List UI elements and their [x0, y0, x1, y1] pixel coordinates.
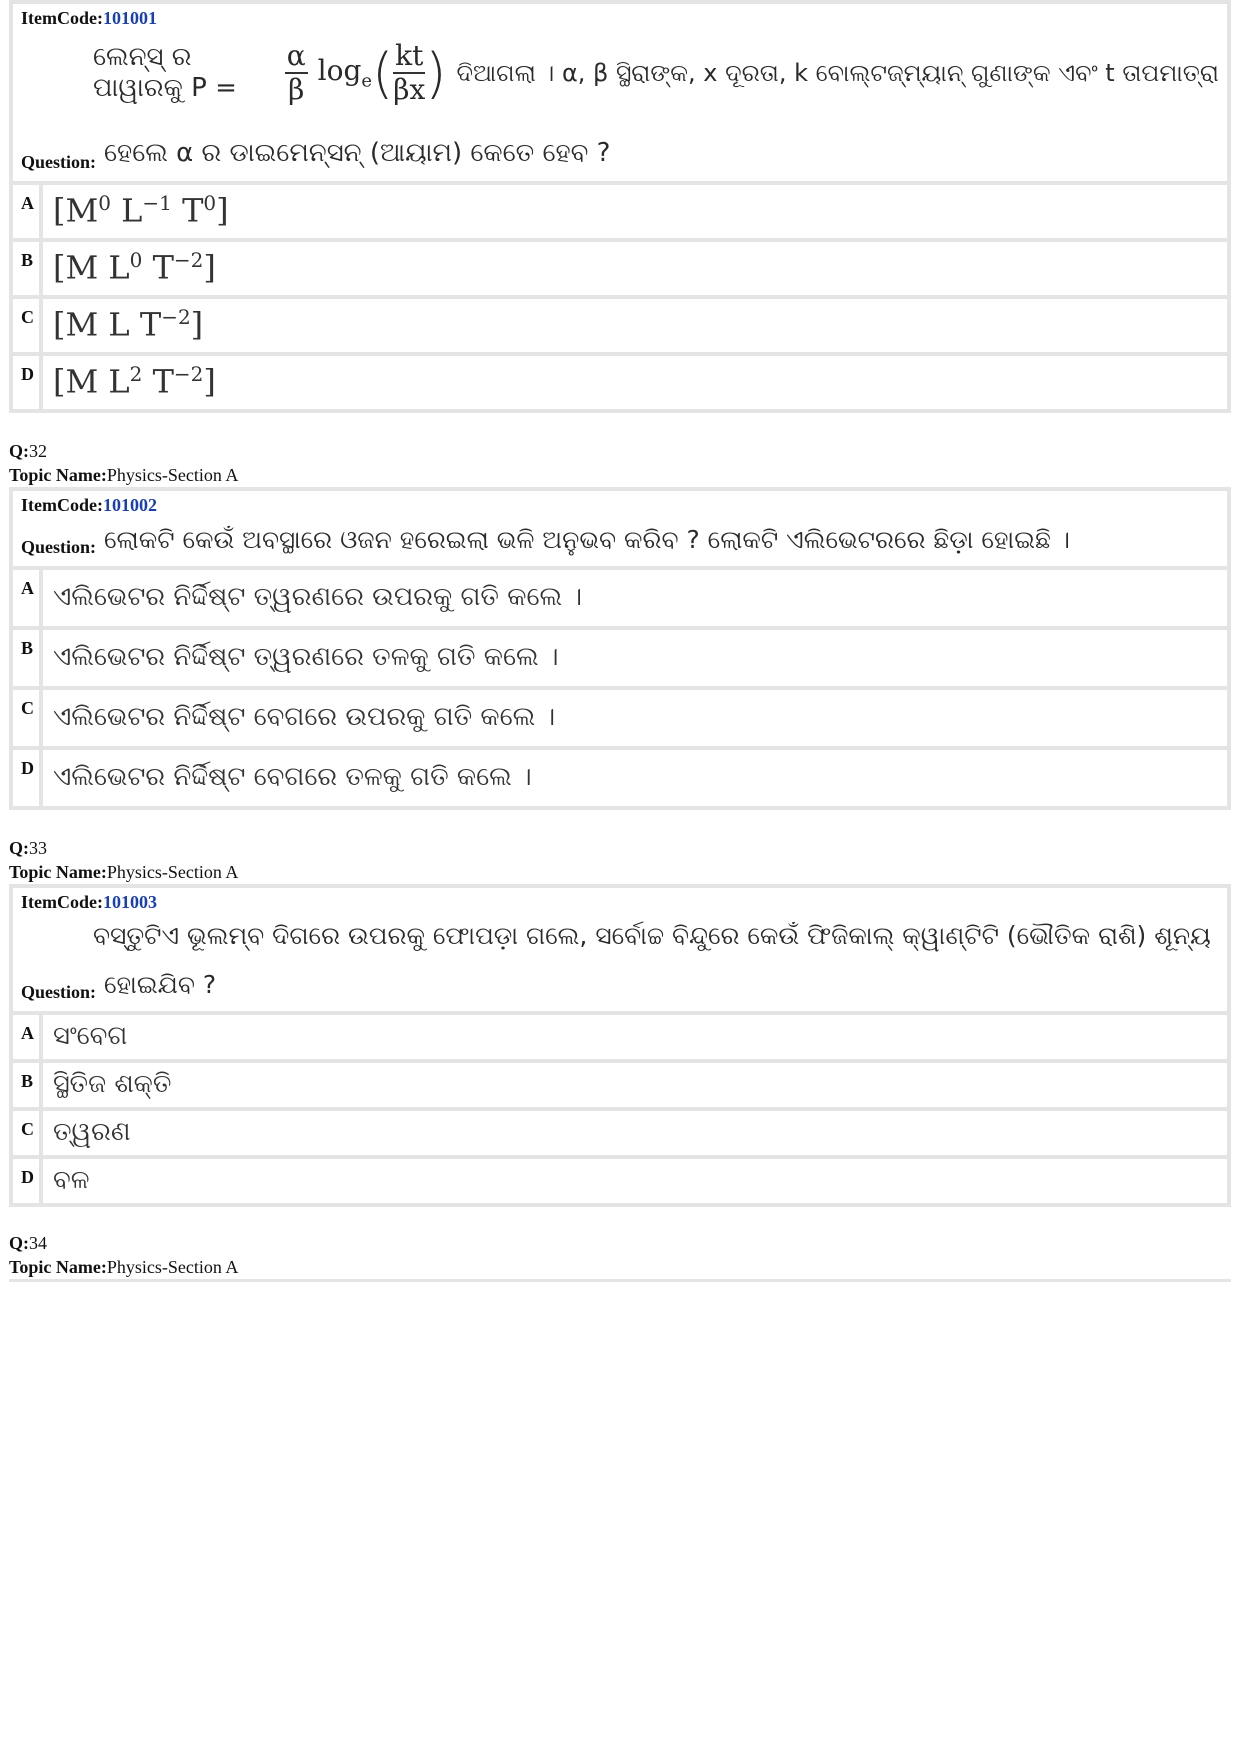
fraction-numerator: α — [286, 39, 306, 72]
exponent: −2 — [173, 362, 204, 386]
exponent: 0 — [98, 191, 111, 215]
options-list — [13, 181, 1227, 409]
exponent: 0 — [203, 191, 217, 215]
item-code-label: ItemCode: — [21, 892, 103, 912]
question-row — [13, 959, 1227, 1011]
formula-part: ] — [203, 362, 216, 401]
q-label: Q: — [9, 1233, 29, 1253]
exponent: −2 — [173, 248, 204, 272]
fraction-numerator: kt — [395, 39, 424, 72]
option-letter: D — [13, 1159, 43, 1203]
question-header-32 — [9, 439, 1231, 487]
item-code-label: ItemCode: — [21, 8, 103, 28]
option-row — [13, 686, 1227, 746]
option-text — [43, 185, 239, 238]
option-text: ବଳ — [53, 1165, 90, 1195]
option-row — [13, 238, 1227, 295]
topic-line — [9, 1255, 1231, 1279]
option-text — [43, 299, 213, 352]
log-base: e — [361, 70, 373, 92]
question-number — [9, 439, 1231, 463]
option-letter: B — [13, 1063, 43, 1107]
formula-base: [M L — [53, 362, 130, 401]
formula-part: T — [142, 362, 174, 401]
question-label: Question: — [21, 537, 97, 557]
formula-base: [M L T — [53, 305, 162, 344]
question-text-before: ଲେନ୍ସ୍ ର ପାୱାରକୁ P = — [93, 42, 237, 103]
topic-value: Physics-Section A — [106, 862, 239, 882]
question-header-33 — [9, 836, 1231, 884]
log-symbol — [318, 54, 372, 92]
exponent: 2 — [129, 362, 143, 386]
item-code-row — [13, 4, 1227, 29]
item-code-value: 101002 — [102, 495, 157, 515]
option-row — [13, 181, 1227, 238]
exponent: −2 — [161, 305, 191, 329]
question-card-101002 — [9, 487, 1231, 810]
question-line-1 — [13, 29, 1227, 113]
option-letter: A — [13, 570, 43, 626]
topic-label: Topic Name: — [9, 1257, 107, 1277]
option-row — [13, 1059, 1227, 1107]
option-letter: D — [13, 750, 43, 806]
option-letter: C — [13, 299, 43, 352]
option-text: ସ୍ଥିତିଜ ଶକ୍ତି — [53, 1069, 172, 1099]
question-label: Question: — [21, 982, 97, 1002]
topic-label: Topic Name: — [9, 465, 107, 485]
formula-base: [M L — [53, 248, 130, 287]
question-text-line-2: ହେଲେ α ର ଡାଇମେନ୍‌ସନ୍ (ଆୟାମ) କେତେ ହେବ ? — [104, 138, 611, 168]
item-code-label: ItemCode: — [21, 495, 103, 515]
formula-part: ] — [203, 248, 216, 287]
option-row — [13, 626, 1227, 686]
option-text: ଏଲିଭେଟର ନିର୍ଦ୍ଦିଷ୍ଟ ତ୍ୱରଣରେ ଉପରକୁ ଗତି କଲେ । — [53, 582, 583, 612]
option-text: ସଂବେଗ — [53, 1021, 128, 1051]
option-letter: C — [13, 1111, 43, 1155]
question-card-101001 — [9, 0, 1231, 413]
q-number: 32 — [29, 441, 47, 461]
question-text-after: ଦିଆଗଲା । α, β ସ୍ଥିରାଙ୍କ, x ଦୂରତା, k ବୋଲ୍ଟଜ୍‌ମ୍ୟାନ୍ ଗୁଣାଙ୍କ ଏବଂ t ତାପମାତ୍ରା — [456, 59, 1219, 87]
topic-line — [9, 860, 1231, 884]
q-label: Q: — [9, 441, 29, 461]
question-row — [13, 113, 1227, 181]
formula-part: ] — [216, 191, 229, 230]
question-label: Question: — [21, 152, 97, 172]
option-letter: B — [13, 242, 43, 295]
option-row — [13, 295, 1227, 352]
left-paren: ( — [372, 41, 394, 105]
item-code-row — [13, 888, 1227, 913]
fraction-denominator: βx — [393, 73, 426, 106]
option-letter: A — [13, 1015, 43, 1059]
option-text — [43, 242, 226, 295]
topic-value: Physics-Section A — [106, 1257, 239, 1277]
option-text: ଏଲିଭେଟର ନିର୍ଦ୍ଦିଷ୍ଟ ବେଗରେ ଉପରକୁ ଗତି କଲେ । — [53, 702, 556, 732]
topic-label: Topic Name: — [9, 862, 107, 882]
option-row — [13, 1011, 1227, 1059]
formula-part: ] — [190, 305, 204, 344]
option-row — [13, 746, 1227, 806]
option-row — [13, 1107, 1227, 1155]
option-row — [13, 352, 1227, 409]
formula-part: L — [110, 191, 143, 230]
item-code-value: 101001 — [102, 8, 157, 28]
question-number — [9, 1231, 1231, 1255]
q-label: Q: — [9, 838, 29, 858]
formula-part: T — [142, 248, 174, 287]
fraction-kt-beta-x — [393, 40, 425, 106]
question-text-line-1: ବସ୍ତୁଟିଏ ଭୂଲମ୍ବ ଦିଗରେ ଉପରକୁ ଫୋପଡ଼ା ଗଲେ, ସର୍ବୋଚ୍ଚ ବିନ୍ଦୁରେ କେଉଁ ଫିଜିକାଲ୍ କ୍ୱାଣ୍ଟିଟି (ଭୌତିକ ରାଶି) ଶୂନ୍ୟ — [93, 921, 1211, 950]
option-text — [43, 356, 226, 409]
topic-line — [9, 463, 1231, 487]
option-text: ତ୍ୱରଣ — [53, 1117, 131, 1147]
formula-base: [M — [53, 191, 99, 230]
question-card-101003 — [9, 884, 1231, 1207]
fraction-denominator: β — [288, 73, 305, 106]
option-letter: B — [13, 630, 43, 686]
option-text: ଏଲିଭେଟର ନିର୍ଦ୍ଦିଷ୍ଟ ବେଗରେ ତଳକୁ ଗତି କଲେ । — [53, 762, 532, 792]
question-number — [9, 836, 1231, 860]
option-letter: A — [13, 185, 43, 238]
option-letter: C — [13, 690, 43, 746]
item-code-row — [13, 491, 1227, 516]
question-text-line-2: ହୋଇଯିବ ? — [104, 970, 217, 999]
q-number: 33 — [29, 838, 47, 858]
option-row — [13, 566, 1227, 626]
exam-page — [9, 0, 1231, 1282]
q-number: 34 — [29, 1233, 47, 1253]
divider — [9, 1279, 1231, 1282]
right-paren: ) — [425, 41, 447, 105]
topic-value: Physics-Section A — [106, 465, 239, 485]
log-text: log — [317, 54, 362, 88]
question-row — [13, 516, 1227, 566]
option-row — [13, 1155, 1227, 1203]
options-list — [13, 1011, 1227, 1203]
question-header-34 — [9, 1231, 1231, 1282]
exponent: −1 — [142, 191, 172, 215]
exponent: 0 — [129, 248, 143, 272]
formula-part: T — [171, 191, 204, 230]
fraction-alpha-beta — [285, 40, 308, 106]
option-letter: D — [13, 356, 43, 409]
item-code-value: 101003 — [102, 892, 157, 912]
question-text: ଲୋକଟି କେଉଁ ଅବସ୍ଥାରେ ଓଜନ ହରେଇଲା ଭଳି ଅନୁଭବ କରିବ ? ଲୋକଟି ଏଲିଭେଟରରେ ଛିଡ଼ା ହୋଇଛି । — [104, 525, 1071, 554]
options-list — [13, 566, 1227, 806]
option-text: ଏଲିଭେଟର ନିର୍ଦ୍ଦିଷ୍ଟ ତ୍ୱରଣରେ ତଳକୁ ଗତି କଲେ । — [53, 642, 559, 672]
